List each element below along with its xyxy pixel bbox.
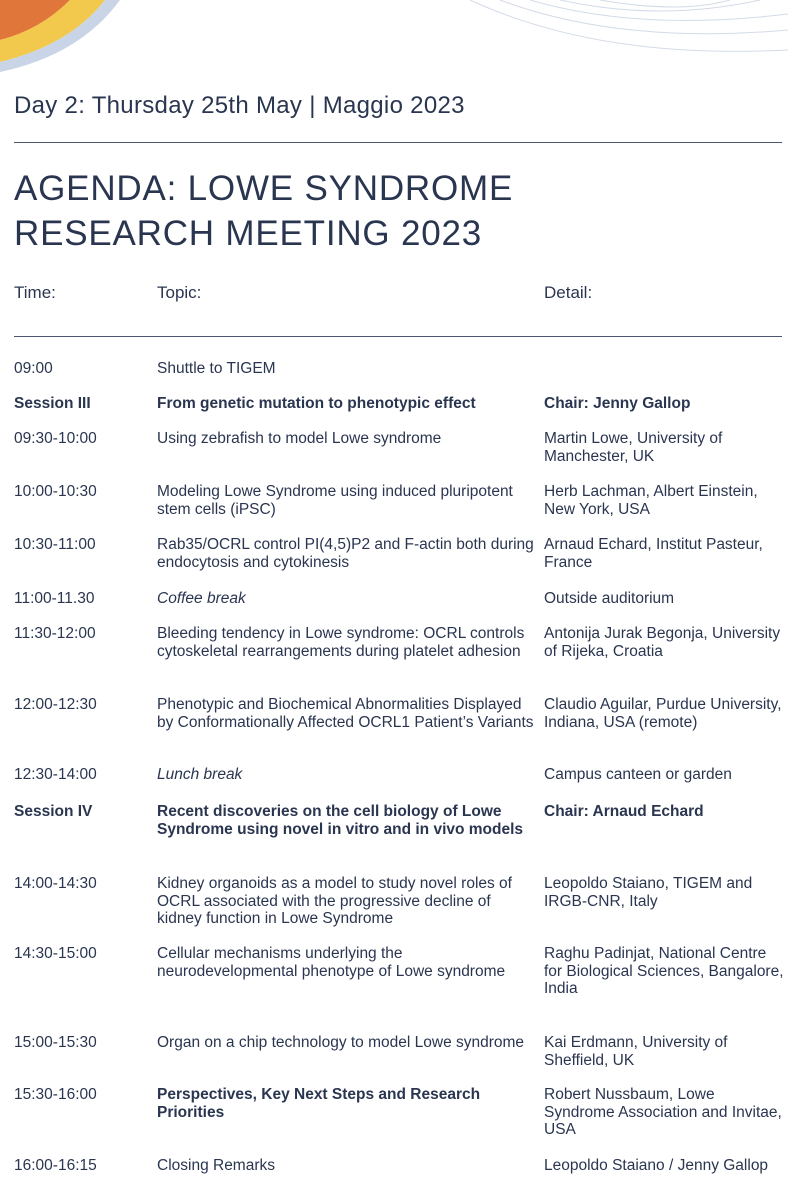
row-time: 14:00-14:30 — [14, 875, 97, 892]
title-line-1: AGENDA: LOWE SYNDROME — [14, 169, 514, 208]
row-detail: Martin Lowe, University of Manchester, UK — [544, 430, 723, 465]
row-detail: Kai Erdmann, University of Sheffield, UK — [544, 1034, 728, 1069]
row-time: 15:00-15:30 — [14, 1034, 97, 1051]
row-topic: Organ on a chip technology to model Lowe syndrome — [157, 1034, 525, 1051]
session-chair: Chair: Jenny Gallop — [544, 395, 691, 412]
row-time: 11:30-12:00 — [14, 625, 96, 642]
row-topic: Bleeding tendency in Lowe syndrome: OCRL controls cytoskeletal rearrangements during platelet adhesion — [157, 625, 525, 660]
row-topic: Lunch break — [157, 766, 243, 783]
row-detail: Herb Lachman, Albert Einstein, New York, USA — [544, 483, 758, 518]
day-heading: Day 2: Thursday 25th May | Maggio 2023 — [14, 92, 465, 119]
column-header-topic: Topic: — [157, 283, 202, 302]
session-chair: Chair: Arnaud Echard — [544, 803, 704, 820]
row-topic: Cellular mechanisms underlying the neurodevelopmental phenotype of Lowe syndrome — [157, 945, 506, 980]
row-topic: Closing Remarks — [157, 1157, 276, 1174]
row-time: 16:00-16:15 — [14, 1157, 97, 1174]
row-time: 09:30-10:00 — [14, 430, 97, 447]
title-line-2: RESEARCH MEETING 2023 — [14, 214, 483, 253]
row-time: 09:00 — [14, 360, 53, 377]
row-topic: Using zebrafish to model Lowe syndrome — [157, 430, 442, 447]
row-detail: Arnaud Echard, Institut Pasteur, France — [544, 536, 763, 571]
row-detail: Campus canteen or garden — [544, 766, 732, 783]
row-detail: Antonija Jurak Begonja, University of Rijeka, Croatia — [544, 625, 781, 660]
row-detail: Robert Nussbaum, Lowe Syndrome Association and Invitae, USA — [544, 1086, 782, 1138]
row-topic: Kidney organoids as a model to study novel roles of OCRL associated with the progressive decline of kidney function in Lowe Syndrome — [157, 875, 512, 927]
session-label: Session III — [14, 395, 91, 412]
row-detail: Leopoldo Staiano / Jenny Gallop — [544, 1157, 769, 1174]
row-detail: Claudio Aguilar, Purdue University, Indiana, USA (remote) — [544, 696, 782, 731]
row-topic: Modeling Lowe Syndrome using induced pluripotent stem cells (iPSC) — [157, 483, 513, 518]
row-topic: Rab35/OCRL control PI(4,5)P2 and F-actin both during endocytosis and cytokinesis — [157, 536, 534, 571]
row-detail: Leopoldo Staiano, TIGEM and IRGB-CNR, Italy — [544, 875, 753, 910]
row-topic: Perspectives, Key Next Steps and Research Priorities — [157, 1086, 481, 1121]
row-topic: Phenotypic and Biochemical Abnormalities Displayed by Conformationally Affected OCRL1 Patient’s Variants — [157, 696, 534, 731]
row-detail: Raghu Padinjat, National Centre for Biological Sciences, Bangalore, India — [544, 945, 784, 997]
row-topic: Coffee break — [157, 590, 246, 607]
row-topic: Shuttle to TIGEM — [157, 360, 276, 377]
session-label: Session IV — [14, 803, 93, 820]
row-detail: Outside auditorium — [544, 590, 675, 607]
row-time: 10:00-10:30 — [14, 483, 97, 500]
row-time: 10:30-11:00 — [14, 536, 96, 553]
session-topic: Recent discoveries on the cell biology of Lowe Syndrome using novel in vitro and in vivo models — [157, 803, 524, 838]
row-time: 15:30-16:00 — [14, 1086, 97, 1103]
row-time: 14:30-15:00 — [14, 945, 97, 962]
row-time: 11:00-11.30 — [14, 590, 95, 607]
column-header-time: Time: — [14, 283, 56, 302]
row-time: 12:30-14:00 — [14, 766, 97, 783]
session-topic: From genetic mutation to phenotypic effect — [157, 395, 476, 412]
row-time: 12:00-12:30 — [14, 696, 97, 713]
column-header-detail: Detail: — [544, 283, 593, 302]
